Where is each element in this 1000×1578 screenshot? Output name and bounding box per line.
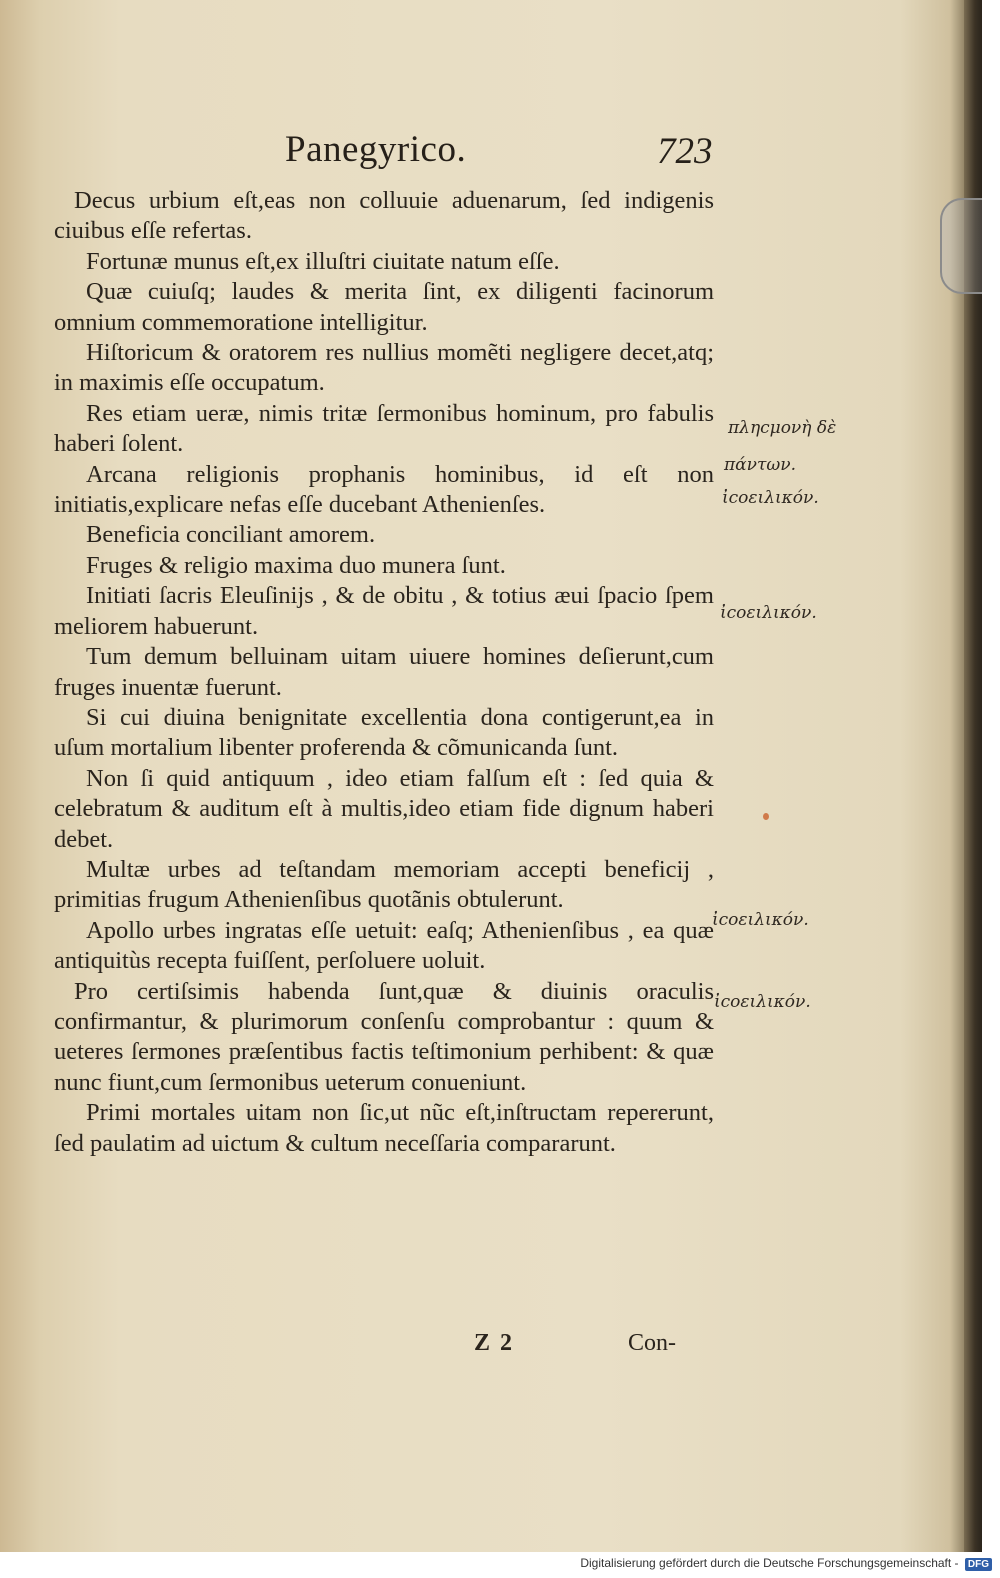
- paragraph: Hiſtoricum & oratorem res nullius momẽti negligere decet,atq; in maximis eſſe occupatum.: [54, 339, 714, 397]
- page-number: 723: [657, 131, 713, 172]
- ink-spot: [763, 813, 769, 820]
- credit-bar: [0, 1552, 1000, 1578]
- credit-text: Digitalisierung gefördert durch die Deutsche Forschungsgemeinschaft -: [580, 1556, 959, 1570]
- paragraph: Quæ cuiuſq; laudes & merita ſint, ex diligenti facinorum omnium commemoratione intelligitur.: [54, 278, 714, 336]
- page-header: [285, 128, 725, 178]
- paragraph: Primi mortales uitam non ſic,ut nũc eſt,inſtructam repererunt, ſed paulatim ad uictum & cultum neceſſaria compararunt.: [54, 1099, 714, 1157]
- paragraph: Si cui diuina benignitate excellentia dona contigerunt,ea in uſum mortalium libenter proferenda & cõmunicanda ſunt.: [54, 703, 714, 762]
- credit-line: [580, 1556, 992, 1571]
- signature-mark: Z 2: [474, 1330, 515, 1356]
- margin-note: πληϲμονὴ δὲ: [728, 418, 837, 438]
- margin-note: πάντων.: [724, 455, 796, 475]
- page-tab-marker: [940, 198, 982, 294]
- margin-note: ἰϲοειλικόν.: [722, 488, 819, 508]
- paragraph: Beneficia conciliant amorem.: [86, 521, 376, 549]
- paragraph: Res etiam ueræ, nimis tritæ ſermonibus hominum, pro fabulis haberi ſolent.: [54, 399, 714, 458]
- paragraph: Initiati ſacris Eleuſinijs , & de obitu , & totius æui ſpacio ſpem meliorem habuerunt.: [54, 582, 714, 640]
- running-head: Panegyrico.: [285, 129, 467, 170]
- paragraph: Tum demum belluinam uitam uiuere homines deſierunt,cum fruges inuentæ fuerunt.: [54, 643, 714, 701]
- catchword: Con-: [628, 1330, 676, 1356]
- paragraph: Multæ urbes ad teſtandam memoriam accepti beneficij , primitias frugum Athenienſibus quotãnis obtulerunt.: [54, 855, 714, 914]
- margin-note: ἰϲοειλικόν.: [712, 910, 809, 930]
- margin-note: ἰϲοειλικόν.: [714, 992, 811, 1012]
- paragraph: Arcana religionis prophanis hominibus, id eſt non initiatis,explicare nefas eſſe ducebant Athenienſes.: [54, 460, 714, 519]
- paragraph: Fruges & religio maxima duo munera ſunt.: [86, 551, 506, 579]
- margin-note: ἰϲοειλικόν.: [720, 603, 817, 623]
- paragraph: Pro certiſsimis habenda ſunt,quæ & diuinis oraculis confirmantur, & plurimorum conſenſu comprobantur : quum & ueteres ſermones præſentibus factis teſtimonium perhibent: & quæ nunc fiunt,cum ſermonibus ueterum conueniunt.: [54, 977, 714, 1096]
- paragraph: Decus urbium eſt,eas non colluuie aduenarum, ſed indigenis ciuibus eſſe refertas.: [54, 187, 714, 245]
- paragraph: Apollo urbes ingratas eſſe uetuit: eaſq; Athenienſibus , ea quæ antiquitùs recepta fuiſſent, perſoluere uoluit.: [54, 916, 714, 975]
- main-text: [54, 186, 714, 1159]
- paragraph: Fortunæ munus eſt,ex illuſtri ciuitate natum eſſe.: [86, 247, 560, 275]
- paragraph: Non ſi quid antiquum , ideo etiam falſum eſt : ſed quia & celebratum & auditum eſt à multis,ideo etiam fide dignum haberi debet.: [54, 764, 714, 853]
- dfg-logo-icon: DFG: [965, 1558, 992, 1571]
